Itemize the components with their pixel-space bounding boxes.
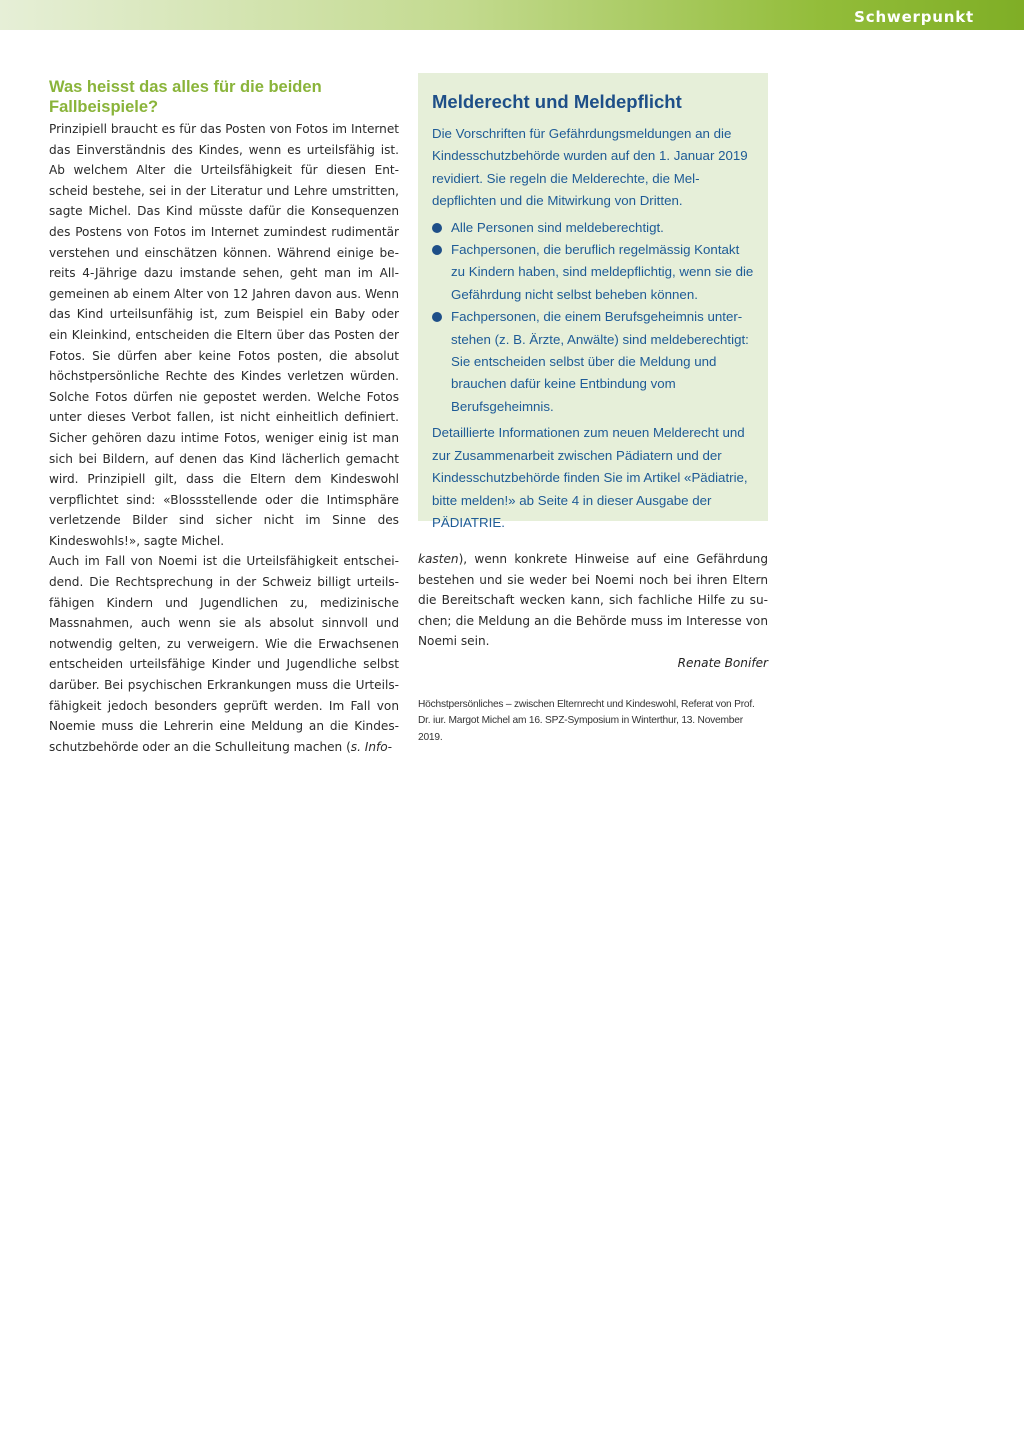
bullet-icon [432, 312, 442, 322]
info-box-list [432, 217, 754, 419]
right-column [418, 73, 768, 746]
bullet-icon [432, 245, 442, 255]
paragraph-text: Auch im Fall von Noemi ist die Urteilsfähigkeit entscheidend. Die Rechtsprechung in der Schweiz billigt urteilsfähigen Kindern und Jugendlichen zu, medizinische Massnahmen, auch wenn sie als absolut sinnvoll und notwendig gelten, zu verweigern. Wie die Erwachsenen entscheiden urteilsfähige Kinder und Jugendliche selbst darüber. Bei psychischen Erkrankungen muss die Urteilsfähigkeit jedoch besonders geprüft werden. Im Fall von Noemie muss die Lehrerin eine Meldung an die Kindesschutzbehörde oder an die Schulleitung machen ( [49, 554, 399, 754]
section-heading: Was heisst das alles für die beiden Fallbeispiele? [49, 78, 322, 116]
reference-note: Höchstpersönliches – zwischen Elternrecht und Kindeswohl, Referat von Prof. Dr. iur. Margot Michel am 16. SPZ-Symposium in Winterthur, 13. November 2019. [418, 698, 755, 743]
info-box-title: Melderecht und Meldepflicht [432, 91, 682, 112]
list-item-text: Fachpersonen, die beruflich regelmässig Kontakt zu Kindern haben, sind meldepflichtig, wenn sie die Gefährdung nicht selbst beheben können. [451, 242, 754, 302]
info-box [418, 73, 768, 530]
section-label: Schwerpunkt [854, 8, 974, 26]
list-item-text: Alle Personen sind meldeberechtigt. [451, 219, 664, 235]
list-item [432, 239, 754, 306]
bullet-icon [432, 223, 442, 233]
info-box-intro: Die Vorschriften für Gefährdungsmeldungen an die Kindesschutzbehörde wurden auf den 1. Januar 2019 revidiert. Sie regeln die Melderechte, die Meldepflichten und die Mitwirkung von Dritten. [432, 126, 748, 209]
paragraph [418, 549, 768, 652]
paragraph-text: ), wenn konkrete Hinweise auf eine Gefährdung bestehen und sie weder bei Noemi noch bei ihren Eltern die Bereitschaft wecken kann, sich fachliche Hilfe zu suchen; die Meldung an die Behörde muss im Interesse von Noemi sein. [418, 552, 768, 649]
paragraph-italic-text: kasten [418, 552, 459, 566]
info-box-outro: Detaillierte Informationen zum neuen Melderecht und zur Zusammenarbeit zwischen Pädiatern und der Kindesschutzbehörde finden Sie im Artikel «Pädiatrie, bitte melden!» ab Seite 4 in dieser Ausgabe der PÄDIATRIE. [432, 425, 748, 530]
paragraph: Prinzipiell braucht es für das Posten von Fotos im Internet das Einverständnis des Kindes, wenn es urteilsfähig ist. Ab welchem Alter die Urteilsfähigkeit für diesen Entscheid bestehe, sei in der Literatur und Lehre umstritten, sagte Michel. Das Kind müsste dafür die Konsequenzen des Postens von Fotos im Internet zumindest rudimentär verstehen und einschätzen können. Während einige bereits 4-Jährige dazu imstande sehen, geht man im Allgemeinen ab einem Alter von 12 Jahren davon aus. Wenn das Kind urteilsunfähig ist, zum Beispiel ein Baby oder ein Kleinkind, entscheiden die Eltern über das Posten der Fotos. Sie dürfen aber keine Fotos posten, die absolut höchstpersönliche Rechte des Kindes verletzen würden. Solche Fotos dürfen nie gepostet werden. Welche Fotos unter dieses Verbot fallen, ist nicht einheitlich definiert. Sicher gehören dazu intime Fotos, weniger einig ist man sich bei Bildern, auf denen das Kind lächerlich gemacht wird. Prinzipiell gilt, dass die Eltern dem Kindeswohl verpflichtet sind: «Blossstellende oder die Intimsphäre verletzende Bilder sind sicher nicht im Sinne des Kindeswohls!», sagte Michel. [49, 122, 399, 548]
paragraph-italic-text: s. Info- [350, 739, 393, 754]
list-item [432, 306, 754, 418]
paragraph [49, 551, 399, 757]
author-byline: Renate Bonifer [677, 655, 768, 670]
header-bar [0, 0, 1024, 30]
left-column [49, 77, 399, 757]
list-item-text: Fachpersonen, die einem Berufsgeheimnis unterstehen (z. B. Ärzte, Anwälte) sind meldeberechtigt: Sie entscheiden selbst über die Meldung und brauchen dafür keine Entbindung vom Berufsgeheimnis. [451, 309, 749, 414]
list-item [432, 217, 754, 239]
